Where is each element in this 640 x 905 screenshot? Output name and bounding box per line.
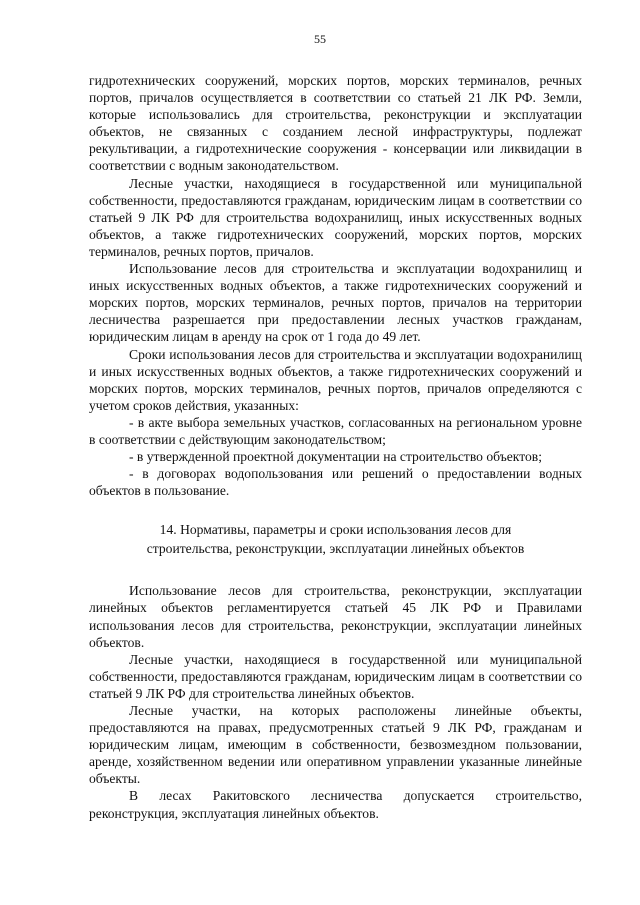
paragraph: Сроки использования лесов для строительства и эксплуатации водохранилищ и иных искусственных водных объектов, а также гидротехнических сооружений и морских портов, морских терминалов, речных портов, причалов определяются с учетом сроков действия, указанных: — [89, 346, 582, 413]
paragraph: Лесные участки, на которых расположены линейные объекты, предоставляются на правах, предусмотренных статьей 9 ЛК РФ, гражданам и юридическим лицам, имеющим в собственности, безвозмездном пользовании, аренде, хозяйственном ведении или оперативном управлении указанные линейные объекты. — [89, 703, 582, 787]
page-number: 55 — [314, 32, 326, 46]
section-heading-line: строительства, реконструкции, эксплуатации линейных объектов — [146, 541, 525, 557]
section-heading — [89, 520, 582, 558]
list-item: - в утвержденной проектной документации на строительство объектов; — [129, 449, 542, 465]
paragraph: В лесах Ракитовского лесничества допускается строительство, реконструкция, эксплуатация линейных объектов. — [89, 788, 582, 821]
paragraph: Использование лесов для строительства, реконструкции, эксплуатации линейных объектов регламентируется статьей 45 ЛК РФ и Правилами использования лесов для строительства, реконструкции, эксплуатации линейных объектов. — [89, 583, 582, 650]
paragraph: Лесные участки, находящиеся в государственной или муниципальной собственности, предоставляются гражданам, юридическим лицам в соответствии со статьей 9 ЛК РФ для строительства линейных объектов. — [89, 651, 582, 701]
paragraph: Лесные участки, находящиеся в государственной или муниципальной собственности, предоставляются гражданам, юридическим лицам в соответствии со статьей 9 ЛК РФ для строительства водохранилищ, иных искусственных водных объектов, а также гидротехнических сооружений, морских портов, морских терминалов, речных портов, причалов. — [89, 175, 582, 259]
list-item: - в акте выбора земельных участков, согласованных на региональном уровне в соответствии с действующим законодательством; — [89, 414, 582, 447]
paragraph-continued: гидротехнических сооружений, морских портов, морских терминалов, речных портов, причалов осуществляется в соответствии со статьей 21 ЛК РФ. Земли, которые использовались для строительства, реконструкции и эксплуатации объектов, не связанных с созданием лесной инфраструктуры, подлежат рекультивации, а гидротехнические сооружения - консервации или ликвидации в соответствии с водным законодательством. — [89, 73, 582, 174]
document-body — [89, 72, 582, 822]
section-heading-line: 14. Нормативы, параметры и сроки использования лесов для — [159, 522, 512, 538]
paragraph: Использование лесов для строительства и эксплуатации водохранилищ и иных искусственных водных объектов, а также гидротехнических сооружений и морских портов, морских терминалов, речных портов, причалов на территории лесничества разрешается при предоставлении лесных участков гражданам, юридическим лицам в аренду на срок от 1 года до 49 лет. — [89, 261, 582, 345]
list-item: - в договорах водопользования или решений о предоставлении водных объектов в пользование. — [89, 466, 582, 499]
